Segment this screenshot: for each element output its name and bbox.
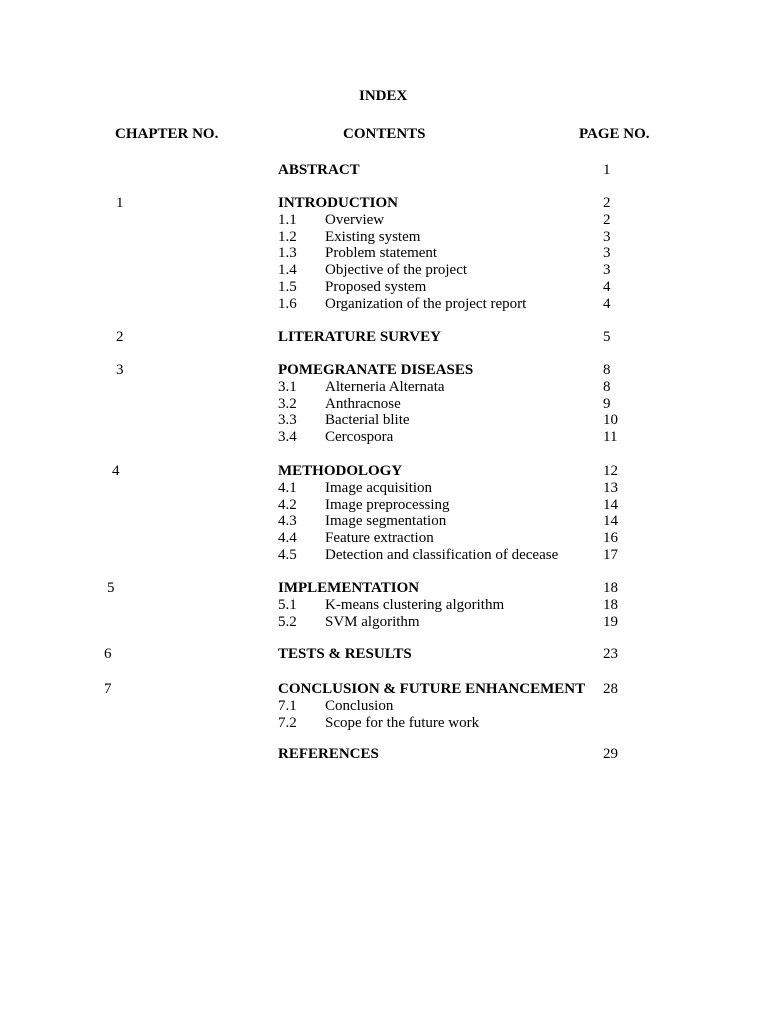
- page-number: 2: [603, 195, 611, 211]
- page-number: 3: [603, 228, 611, 245]
- subsection-number: 1.5: [278, 279, 297, 295]
- chapter-number: 3: [116, 362, 124, 378]
- chapter-number: 2: [116, 329, 124, 345]
- page-number: 12: [603, 463, 618, 479]
- page-number: 4: [603, 295, 611, 312]
- subsection-number: 1.2: [278, 228, 297, 245]
- subsection-number: 5.1: [278, 596, 297, 613]
- page-number: 29: [603, 746, 618, 762]
- subsection-title: Conclusion: [325, 697, 394, 714]
- page-number: 11: [603, 429, 618, 446]
- index-title: INDEX: [359, 88, 408, 104]
- subsection-title: Existing system: [325, 228, 421, 245]
- section-heading: TESTS & RESULTS: [278, 646, 412, 662]
- subsection-number: 4.5: [278, 547, 297, 563]
- page-number: 3: [603, 245, 611, 262]
- subsection-title: Anthracnose: [325, 395, 401, 412]
- section-heading: REFERENCES: [278, 746, 379, 762]
- chapter-number: 6: [104, 646, 112, 662]
- page-number: 19: [603, 613, 618, 630]
- page-number: 9: [603, 395, 611, 412]
- page-number: 14: [603, 496, 618, 513]
- subsection-number: 1.4: [278, 262, 297, 279]
- subsection-title: Cercospora: [325, 429, 394, 446]
- subsection-title: K-means clustering algorithm: [325, 596, 505, 613]
- page-number: 13: [603, 479, 618, 496]
- subsection-title: Problem statement: [325, 245, 438, 262]
- subsection-number: 1.6: [278, 295, 297, 312]
- section-heading: CONCLUSION & FUTURE ENHANCEMENT: [278, 681, 586, 697]
- subsection-number: 5.2: [278, 613, 297, 630]
- page-number: 10: [603, 412, 618, 429]
- section-heading: POMEGRANATE DISEASES: [278, 362, 474, 378]
- page-number: 4: [603, 279, 611, 295]
- section-heading: LITERATURE SURVEY: [278, 329, 441, 345]
- page-number: 28: [603, 681, 618, 697]
- subsection-title: Feature extraction: [325, 530, 434, 547]
- subsection-number: 4.3: [278, 513, 297, 530]
- subsection-number: 3.4: [278, 429, 297, 446]
- page-number: 1: [603, 162, 611, 178]
- page-number: 8: [603, 362, 611, 378]
- page-number: 16: [603, 530, 618, 547]
- page-number: 14: [603, 513, 618, 530]
- page-number: 23: [603, 646, 618, 662]
- page-number: 3: [603, 262, 611, 279]
- chapter-number: 1: [116, 195, 124, 211]
- page-number: 2: [603, 211, 611, 228]
- section-heading: METHODOLOGY: [278, 463, 403, 479]
- subsection-title: Image preprocessing: [325, 496, 450, 513]
- subsection-title: Image segmentation: [325, 513, 447, 530]
- subsection-number: 3.1: [278, 378, 297, 395]
- subsection-number: 1.3: [278, 245, 297, 262]
- subsection-number: 3.2: [278, 395, 297, 412]
- subsection-title: Image acquisition: [325, 479, 433, 496]
- section-heading: INTRODUCTION: [278, 195, 399, 211]
- subsection-title: Detection and classification of decease: [325, 547, 559, 563]
- subsection-title: Objective of the project: [325, 262, 468, 279]
- subsection-title: Overview: [325, 211, 385, 228]
- subsection-number: 7.2: [278, 714, 297, 731]
- page-number: 18: [603, 580, 618, 596]
- contents-header: CONTENTS: [343, 126, 426, 142]
- page-number: 5: [603, 329, 611, 345]
- subsection-title: Proposed system: [325, 279, 427, 295]
- subsection-title: Scope for the future work: [325, 714, 480, 731]
- page-number: 18: [603, 596, 618, 613]
- page-number: 17: [603, 547, 618, 563]
- subsection-number: 4.2: [278, 496, 297, 513]
- page-no-header: PAGE NO.: [579, 126, 650, 142]
- subsection-title: SVM algorithm: [325, 613, 420, 630]
- subsection-number: 4.1: [278, 479, 297, 496]
- subsection-number: 4.4: [278, 530, 297, 547]
- chapter-number: 4: [112, 463, 120, 479]
- subsection-number: 7.1: [278, 697, 297, 714]
- subsection-title: Bacterial blite: [325, 412, 410, 429]
- subsection-title: Alterneria Alternata: [325, 378, 445, 395]
- section-heading: IMPLEMENTATION: [278, 580, 420, 596]
- section-heading: ABSTRACT: [278, 162, 360, 178]
- chapter-number: 5: [107, 580, 115, 596]
- chapter-number: 7: [104, 681, 112, 697]
- subsection-number: 3.3: [278, 412, 297, 429]
- chapter-no-header: CHAPTER NO.: [115, 126, 219, 142]
- page-number: 8: [603, 378, 611, 395]
- subsection-title: Organization of the project report: [325, 295, 527, 312]
- subsection-number: 1.1: [278, 211, 297, 228]
